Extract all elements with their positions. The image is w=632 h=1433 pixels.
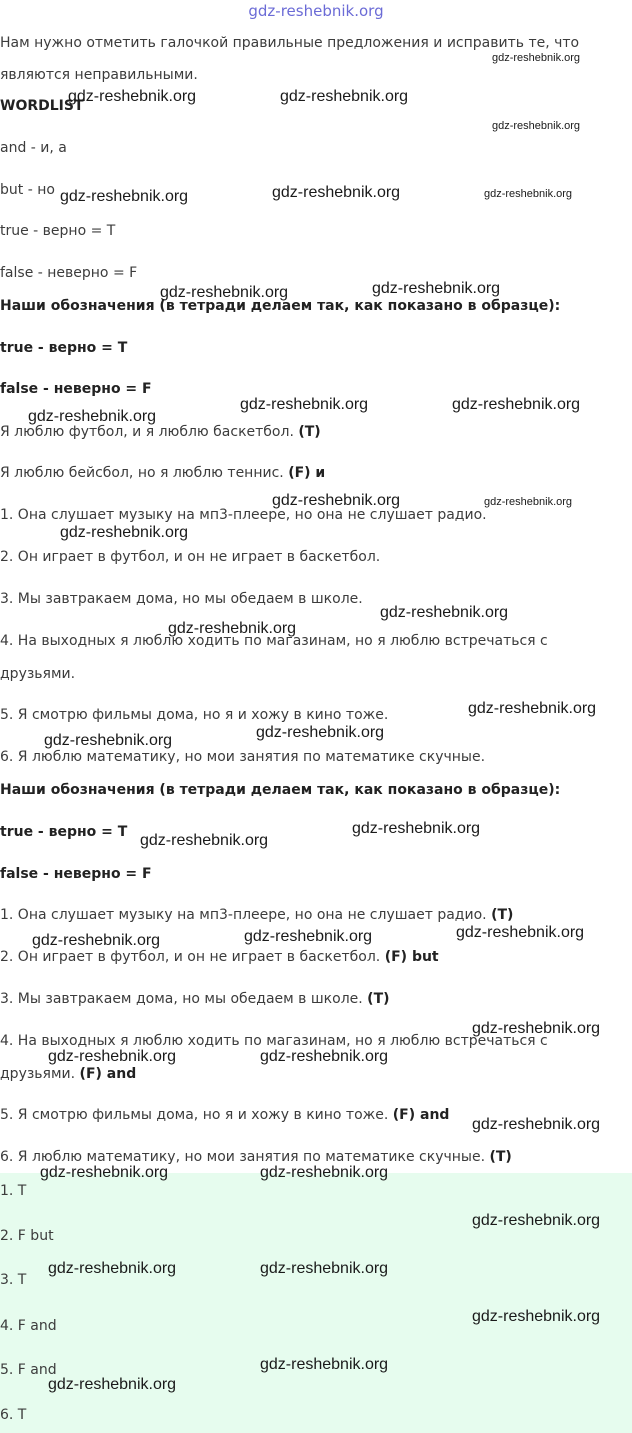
watermark: gdz-reshebnik.org xyxy=(452,396,581,413)
watermark: gdz-reshebnik.org xyxy=(260,1164,389,1181)
solution-mark: (T) xyxy=(367,991,390,1007)
sentence-line: 3. Мы завтракаем дома, но мы обедаем в школе. xyxy=(0,591,363,607)
wordlist-item: false - неверно = F xyxy=(0,265,138,281)
watermark: gdz-reshebnik.org xyxy=(352,820,481,837)
wordlist-item: true - верно = T xyxy=(0,223,116,239)
sentence-line: 4. На выходных я люблю ходить по магазинам, но я люблю встречаться с xyxy=(0,633,548,649)
watermark: gdz-reshebnik.org xyxy=(484,496,573,508)
answer-item: 2. F but xyxy=(0,1228,54,1244)
watermark: gdz-reshebnik.org xyxy=(472,1116,601,1133)
watermark: gdz-reshebnik.org xyxy=(240,396,369,413)
wordlist-item: but - но xyxy=(0,182,55,198)
watermark: gdz-reshebnik.org xyxy=(44,732,173,749)
solution-line xyxy=(0,906,513,924)
sentence-line: 1. Она слушает музыку на мп3-плеере, но она не слушает радио. xyxy=(0,507,487,523)
example-mark: (F) и xyxy=(288,465,326,481)
sentence-line: друзьями. xyxy=(0,666,76,682)
answer-item: 4. F and xyxy=(0,1318,57,1334)
watermark: gdz-reshebnik.org xyxy=(256,724,385,741)
watermark: gdz-reshebnik.org xyxy=(260,1048,389,1065)
watermark: gdz-reshebnik.org xyxy=(272,492,401,509)
watermark: gdz-reshebnik.org xyxy=(60,188,189,205)
watermark: gdz-reshebnik.org xyxy=(260,1356,389,1373)
answer-item: 5. F and xyxy=(0,1362,57,1378)
solution-text: 5. Я смотрю фильмы дома, но я и хожу в кино тоже. xyxy=(0,1107,389,1123)
solution-text: друзьями. xyxy=(0,1066,76,1082)
watermark: gdz-reshebnik.org xyxy=(160,284,289,301)
sentence-line: 2. Он играет в футбол, и он не играет в баскетбол. xyxy=(0,549,381,565)
watermark: gdz-reshebnik.org xyxy=(272,184,401,201)
solution-line xyxy=(0,1065,136,1083)
legend-false: false - неверно = F xyxy=(0,381,152,397)
solution-mark: (T) xyxy=(491,907,514,923)
example-mark: (T) xyxy=(298,424,321,440)
watermark: gdz-reshebnik.org xyxy=(28,408,157,425)
example-text: Я люблю футбол, и я люблю баскетбол. xyxy=(0,424,294,440)
wordlist-title: WORDLIST xyxy=(0,98,84,114)
wordlist-item: and - и, а xyxy=(0,140,67,156)
watermark: gdz-reshebnik.org xyxy=(456,924,585,941)
answer-item: 6. T xyxy=(0,1407,27,1423)
watermark: gdz-reshebnik.org xyxy=(472,1212,601,1229)
solution-line xyxy=(0,990,390,1008)
solution-text: 1. Она слушает музыку на мп3-плеере, но она не слушает радио. xyxy=(0,907,487,923)
solution-mark: (F) and xyxy=(79,1066,137,1082)
watermark: gdz-reshebnik.org xyxy=(472,1308,601,1325)
site-header-link[interactable]: gdz-reshebnik.org xyxy=(248,2,384,20)
watermark: gdz-reshebnik.org xyxy=(40,1164,169,1181)
watermark: gdz-reshebnik.org xyxy=(168,620,297,637)
legend2-false: false - неверно = F xyxy=(0,866,152,882)
solution-mark: (F) and xyxy=(392,1107,450,1123)
watermark: gdz-reshebnik.org xyxy=(32,932,161,949)
solution-text: 6. Я люблю математику, но мои занятия по математике скучные. xyxy=(0,1149,486,1165)
watermark: gdz-reshebnik.org xyxy=(48,1376,177,1393)
watermark: gdz-reshebnik.org xyxy=(60,524,189,541)
watermark: gdz-reshebnik.org xyxy=(492,120,581,132)
answer-item: 1. T xyxy=(0,1183,27,1199)
watermark: gdz-reshebnik.org xyxy=(244,928,373,945)
example-text: Я люблю бейсбол, но я люблю теннис. xyxy=(0,465,284,481)
legend2-true: true - верно = T xyxy=(0,824,128,840)
answer-item: 3. T xyxy=(0,1272,27,1288)
watermark: gdz-reshebnik.org xyxy=(472,1020,601,1037)
example-line-2 xyxy=(0,464,325,482)
solution-text: 3. Мы завтракаем дома, но мы обедаем в школе. xyxy=(0,991,363,1007)
intro-line-2: являются неправильными. xyxy=(0,67,198,83)
watermark: gdz-reshebnik.org xyxy=(48,1048,177,1065)
watermark: gdz-reshebnik.org xyxy=(484,188,573,200)
watermark: gdz-reshebnik.org xyxy=(372,280,501,297)
watermark: gdz-reshebnik.org xyxy=(280,88,409,105)
watermark: gdz-reshebnik.org xyxy=(68,88,197,105)
intro-line-1: Нам нужно отметить галочкой правильные предложения и исправить те, что xyxy=(0,35,580,51)
watermark: gdz-reshebnik.org xyxy=(140,832,269,849)
watermark: gdz-reshebnik.org xyxy=(48,1260,177,1277)
watermark: gdz-reshebnik.org xyxy=(380,604,509,621)
solution-line xyxy=(0,948,439,966)
solution-mark: (T) xyxy=(489,1149,512,1165)
watermark: gdz-reshebnik.org xyxy=(260,1260,389,1277)
legend2-title: Наши обозначения (в тетради делаем так, как показано в образце): xyxy=(0,782,561,798)
solution-line xyxy=(0,1106,449,1124)
legend-title: Наши обозначения (в тетради делаем так, как показано в образце): xyxy=(0,298,561,314)
watermark: gdz-reshebnik.org xyxy=(468,700,597,717)
watermark: gdz-reshebnik.org xyxy=(492,52,581,64)
legend-true: true - верно = T xyxy=(0,340,128,356)
solution-mark: (F) but xyxy=(384,949,439,965)
solution-text: 2. Он играет в футбол, и он не играет в баскетбол. xyxy=(0,949,381,965)
solution-text: 4. На выходных я люблю ходить по магазинам, но я люблю встречаться с xyxy=(0,1033,548,1049)
sentence-line: 6. Я люблю математику, но мои занятия по математике скучные. xyxy=(0,749,486,765)
sentence-line: 5. Я смотрю фильмы дома, но я и хожу в кино тоже. xyxy=(0,707,389,723)
